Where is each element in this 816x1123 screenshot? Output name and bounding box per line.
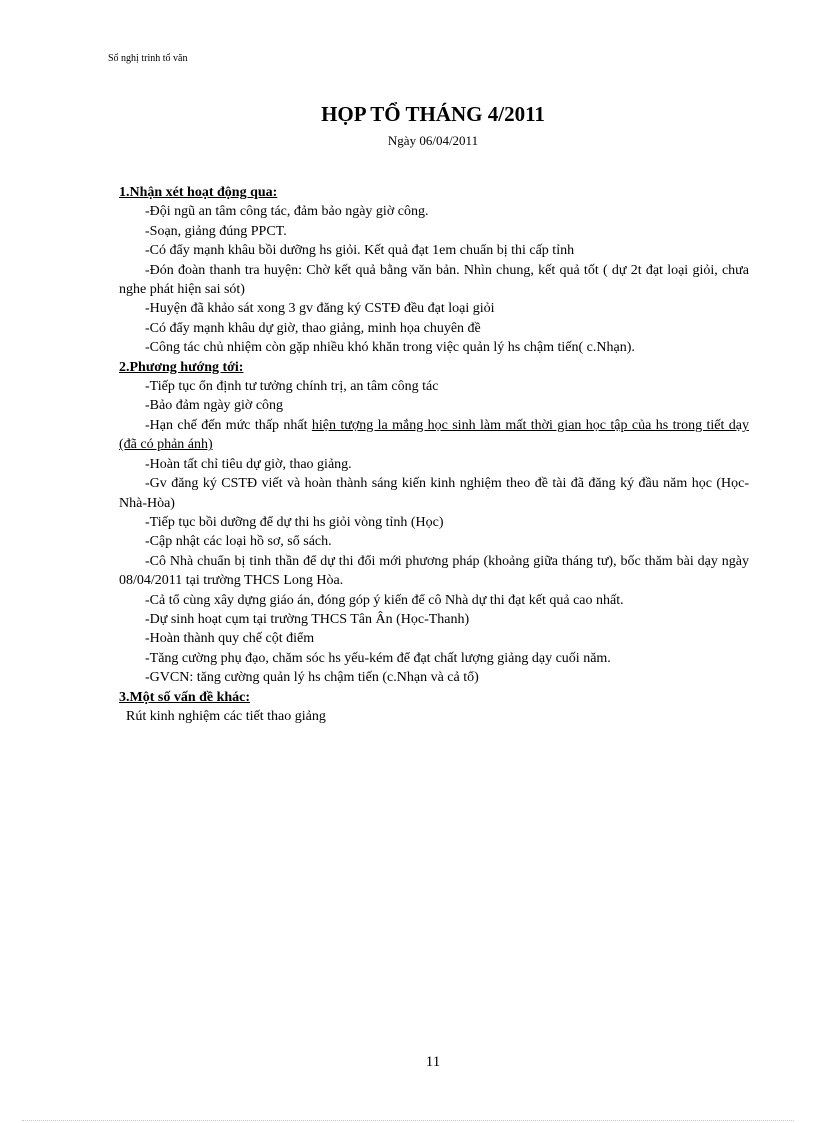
list-item: -Soạn, giảng đúng PPCT. bbox=[145, 223, 287, 239]
underlined-phrase: hiện tượng la mắng học sinh làm mất thời gian học tập của hs trong tiết dạy (đã có phản ánh) bbox=[119, 417, 749, 453]
list-item: -Tiếp tục bồi dưỡng để dự thi hs giỏi vòng tỉnh (Học) bbox=[145, 514, 444, 530]
list-item: -Có đẩy mạnh khâu bồi dưỡng hs giỏi. Kết quả đạt 1em chuẩn bị thi cấp tỉnh bbox=[145, 243, 575, 259]
list-item: -Tăng cường phụ đạo, chăm sóc hs yếu-kém để đạt chất lượng giảng dạy cuối năm. bbox=[145, 650, 611, 666]
list-item: -Đội ngũ an tâm công tác, đảm bảo ngày giờ công. bbox=[145, 204, 429, 220]
page-number: 11 bbox=[425, 1054, 441, 1070]
section-heading-direction: 2.Phương hướng tới: bbox=[119, 359, 244, 375]
list-item-text: -Hạn chế đến mức thấp nhất bbox=[145, 417, 312, 433]
list-item: -Có đẩy mạnh khâu dự giờ, thao giảng, minh họa chuyên đề bbox=[145, 320, 481, 336]
list-item: -Cả tổ cùng xây dựng giáo án, đóng góp ý kiến để cô Nhà dự thi đạt kết quả cao nhất. bbox=[145, 592, 624, 608]
section-heading-review: 1.Nhận xét hoạt động qua: bbox=[119, 185, 278, 200]
header-note: Sổ nghị trình tổ văn bbox=[108, 53, 188, 64]
list-item: -Cập nhật các loại hồ sơ, sổ sách. bbox=[145, 534, 332, 550]
list-item bbox=[119, 416, 749, 455]
page-title: HỌP TỔ THÁNG 4/2011 bbox=[321, 102, 545, 126]
list-item: -Huyện đã khảo sát xong 3 gv đăng ký CSTĐ đều đạt loại giỏi bbox=[145, 301, 495, 317]
list-item: -GVCN: tăng cường quản lý hs chậm tiến (c.Nhạn và cả tổ) bbox=[145, 670, 479, 686]
list-item: -Cô Nhà chuẩn bị tinh thần để dự thi đổi mới phương pháp (khoảng giữa tháng tư), bốc thăm bài dạy ngày 08/04/2011 tại trường THCS Long Hòa. bbox=[119, 553, 749, 589]
meeting-date: Ngày 06/04/2011 bbox=[387, 133, 479, 148]
document-body bbox=[119, 183, 749, 726]
list-item: -Dự sinh hoạt cụm tại trường THCS Tân Ân (Học-Thanh) bbox=[145, 611, 470, 627]
list-item: -Công tác chủ nhiệm còn gặp nhiều khó khăn trong việc quản lý hs chậm tiến( c.Nhạn). bbox=[145, 340, 635, 356]
page-bottom-divider bbox=[22, 1120, 794, 1121]
section-heading-other: 3.Một số vấn đề khác: bbox=[119, 689, 251, 705]
list-item: Rút kinh nghiệm các tiết thao giảng bbox=[126, 708, 326, 724]
list-item: -Hoàn thành quy chế cột điểm bbox=[145, 631, 315, 647]
list-item: -Bảo đảm ngày giờ công bbox=[145, 398, 284, 414]
list-item: -Gv đăng ký CSTĐ viết và hoàn thành sáng kiến kinh nghiệm theo đề tài đã đăng ký đầu năm học (Học-Nhà-Hòa) bbox=[119, 476, 749, 511]
list-item: -Tiếp tục ổn định tư tưởng chính trị, an tâm công tác bbox=[145, 379, 439, 395]
list-item: -Đón đoàn thanh tra huyện: Chờ kết quả bằng văn bản. Nhìn chung, kết quả tốt ( dự 2t đạt loại giỏi, chưa nghe phát hiện sai sót) bbox=[119, 262, 749, 298]
list-item: -Hoàn tất chỉ tiêu dự giờ, thao giảng. bbox=[145, 456, 352, 472]
